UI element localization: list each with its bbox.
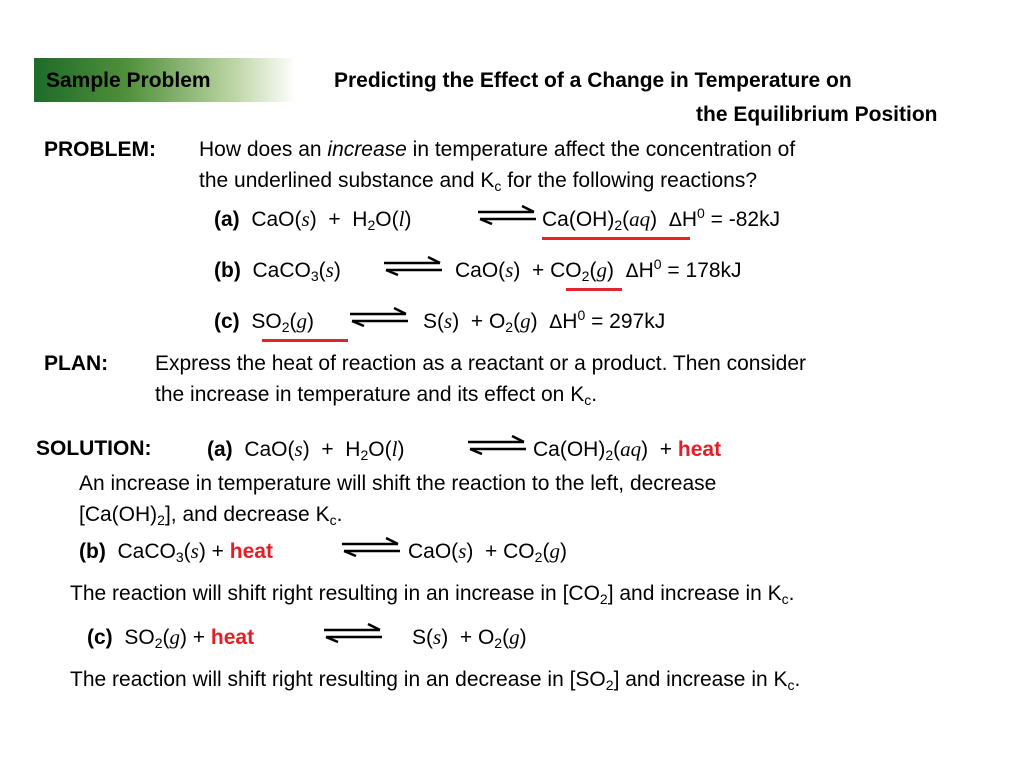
- solution-b-products: $CaO(s) + CO_2(g)$: [408, 539, 567, 565]
- solution-b-reactants: (b) CaCO$_3$(s) + heat: [79, 539, 273, 565]
- equilibrium-arrow-c: [348, 307, 410, 327]
- underline-so2: [262, 339, 348, 342]
- underline-caoh2: [542, 237, 690, 240]
- solution-a-text2: $[Ca(OH)_2]$, and decrease $K_c$.: [79, 503, 343, 528]
- underline-co2: [566, 288, 622, 291]
- solution-c-products: $S(s) + O_2(g)$: [412, 625, 527, 651]
- heat-term-b: heat: [229, 540, 273, 563]
- badge-label: Sample Problem: [46, 69, 211, 92]
- plan-line1: Express the heat of reaction as a reactant or a product. Then consider: [155, 352, 806, 375]
- solution-a-products: $Ca(OH)_2(aq)$ + heat: [533, 437, 722, 463]
- problem-label: PROBLEM:: [44, 138, 156, 161]
- equilibrium-arrow-a: [476, 205, 538, 225]
- reaction-b-products: $CaO(s) + CO_2(g) \Delta H^0 = 178kJ$: [455, 256, 742, 284]
- plan-line2: the increase in temperature and its effect on $K_c$.: [155, 383, 598, 408]
- reaction-b-reactants: (b) CaCO$_3$(s): [214, 258, 341, 284]
- solution-b-text: The reaction will shift right resulting in an increase in $[CO_2]$ and increase in $K_c$.: [70, 582, 795, 607]
- solution-label: SOLUTION:: [36, 437, 152, 460]
- problem-line1: How does an increase in temperature affect the concentration of: [199, 138, 796, 161]
- page-title-line2: the Equilibrium Position: [696, 103, 938, 126]
- solution-c-reactants: (c) $SO_2(g)$ + heat: [87, 625, 255, 651]
- reaction-a-reactants: (a) $CaO(s) + H_2O(l)$: [214, 207, 412, 233]
- solution-a-text1: An increase in temperature will shift the reaction to the left, decrease: [79, 472, 717, 495]
- equilibrium-arrow-sol-c: [322, 623, 384, 643]
- plan-label: PLAN:: [44, 352, 109, 375]
- heat-term-a: heat: [677, 438, 722, 461]
- problem-line2: the underlined substance and $K_c$ for the following reactions?: [199, 169, 758, 194]
- page-title-line1: Predicting the Effect of a Change in Temperature on: [334, 69, 852, 92]
- solution-a-reactants: (a) $CaO(s) + H_2O(l)$: [207, 437, 405, 463]
- reaction-c-reactants: (c) $SO_2(g)$: [214, 309, 314, 335]
- sample-problem-badge: [34, 58, 296, 102]
- heat-term-c: heat: [210, 626, 255, 649]
- equilibrium-arrow-sol-a: [466, 435, 528, 455]
- equilibrium-arrow-sol-b: [340, 537, 402, 557]
- solution-c-text: The reaction will shift right resulting in an decrease in $[SO_2]$ and increase in $K_c$.: [70, 668, 801, 693]
- reaction-a-products: $Ca(OH)_2(aq) \Delta H^0 = -82kJ$: [542, 205, 781, 233]
- equilibrium-arrow-b: [382, 256, 444, 276]
- reaction-c-products: $S(s) + O_2(g) \Delta H^0 = 297kJ$: [423, 307, 666, 335]
